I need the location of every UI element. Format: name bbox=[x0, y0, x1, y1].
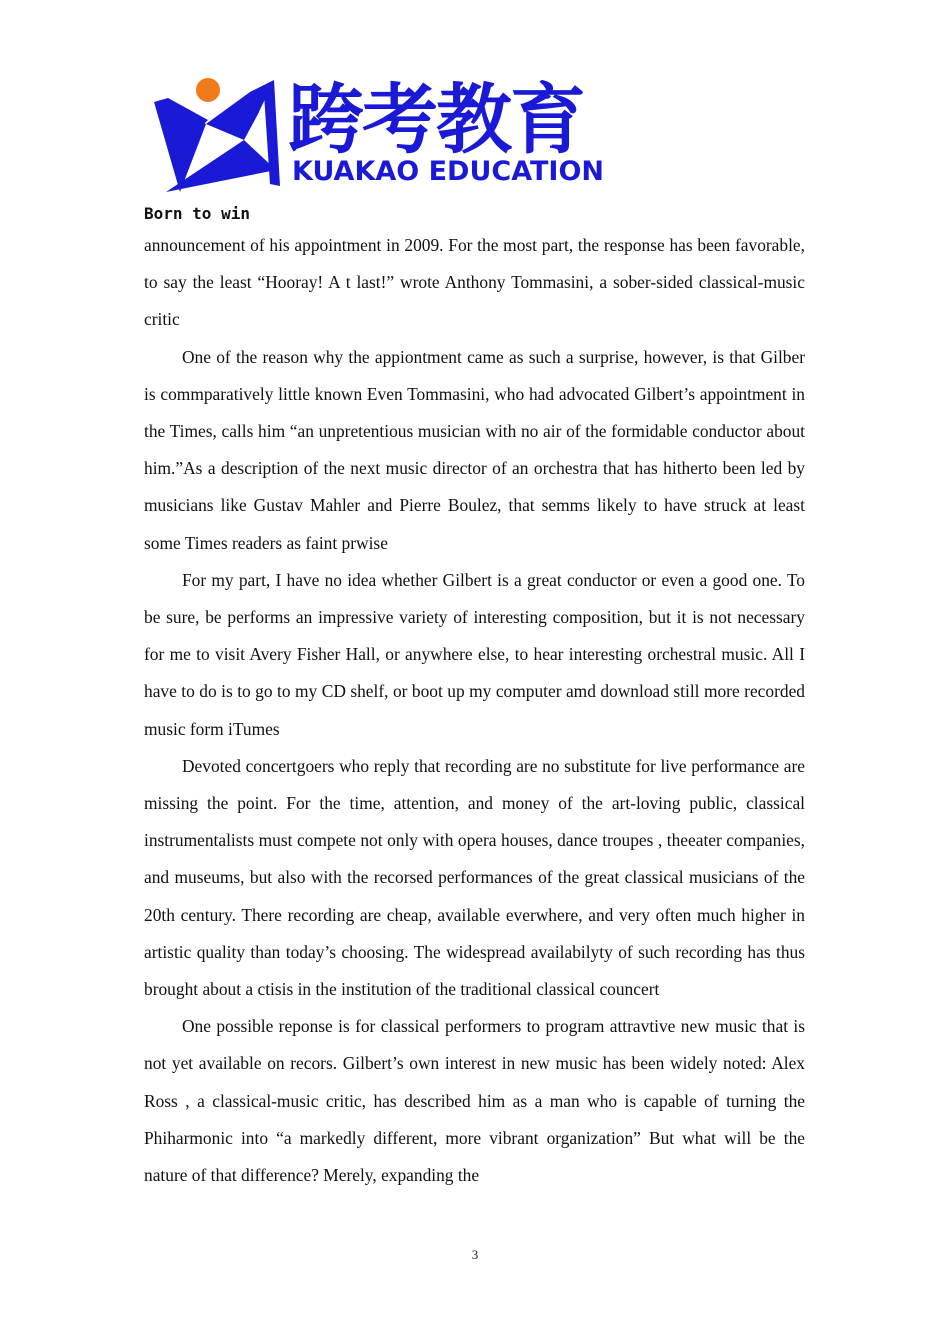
logo-english-name: KUAKAO EDUCATION bbox=[292, 156, 605, 187]
document-body bbox=[144, 227, 805, 1194]
paragraph: announcement of his appointment in 2009. For the most part, the response has been favorable, to say the least “Hooray! A t last!” wrote Anthony Tommasini, a sober-sided classical-music critic bbox=[144, 235, 805, 330]
paragraph: For my part, I have no idea whether Gilbert is a great conductor or even a good one. To be sure, be performs an impressive variety of interesting composition, but it is not necessary for me to visit Avery Fisher Hall, or anywhere else, to hear interesting orchestral music. All I have to do is to go to my CD shelf, or boot up my computer amd download still more recorded music form iTumes bbox=[144, 569, 805, 739]
paragraph: One possible reponse is for classical performers to program attravtive new music that is not yet available on recors. Gilbert’s own interest in new music has been widely noted: Alex Ross , a classical-music critic, has described him as a man who is capable of turning the Phiharmonic into “a markedly different, more vibrant organization” But what will be the nature of that difference? Merely, expanding the bbox=[144, 1016, 805, 1186]
orange-dot-icon bbox=[196, 78, 220, 102]
logo-chinese-name: 跨考教育 bbox=[288, 75, 584, 164]
paragraph: One of the reason why the appiontment came as such a surprise, however, is that Gilber is commparatively little known Even Tommasini, who had advocated Gilbert’s appointment in the Times, calls him “an unpretentious musician with no air of the formidable conductor about him.”As a description of the next music director of an orchestra that has hitherto been led by musicians like Gustav Mahler and Pierre Boulez, that semms likely to have struck at least some Times readers as faint prwise bbox=[144, 346, 805, 553]
page-number: 3 bbox=[471, 1247, 479, 1262]
kuakao-logo bbox=[146, 74, 606, 198]
page-header: Born to win bbox=[144, 204, 250, 223]
kuakao-emblem-icon bbox=[146, 74, 286, 198]
paragraph: Devoted concertgoers who reply that recording are no substitute for live performance are missing the point. For the time, attention, and money of the art-loving public, classical instrumentalists must compete not only with opera houses, dance troupes , theeater companies, and museums, but also with the recorsed performances of the great classical musicians of the 20th century. There recording are cheap, available everwhere, and very often much higher in artistic quality than today’s choosing. The widespread availabilyty of such recording has thus brought about a ctisis in the institution of the traditional classical councert bbox=[144, 755, 805, 1000]
